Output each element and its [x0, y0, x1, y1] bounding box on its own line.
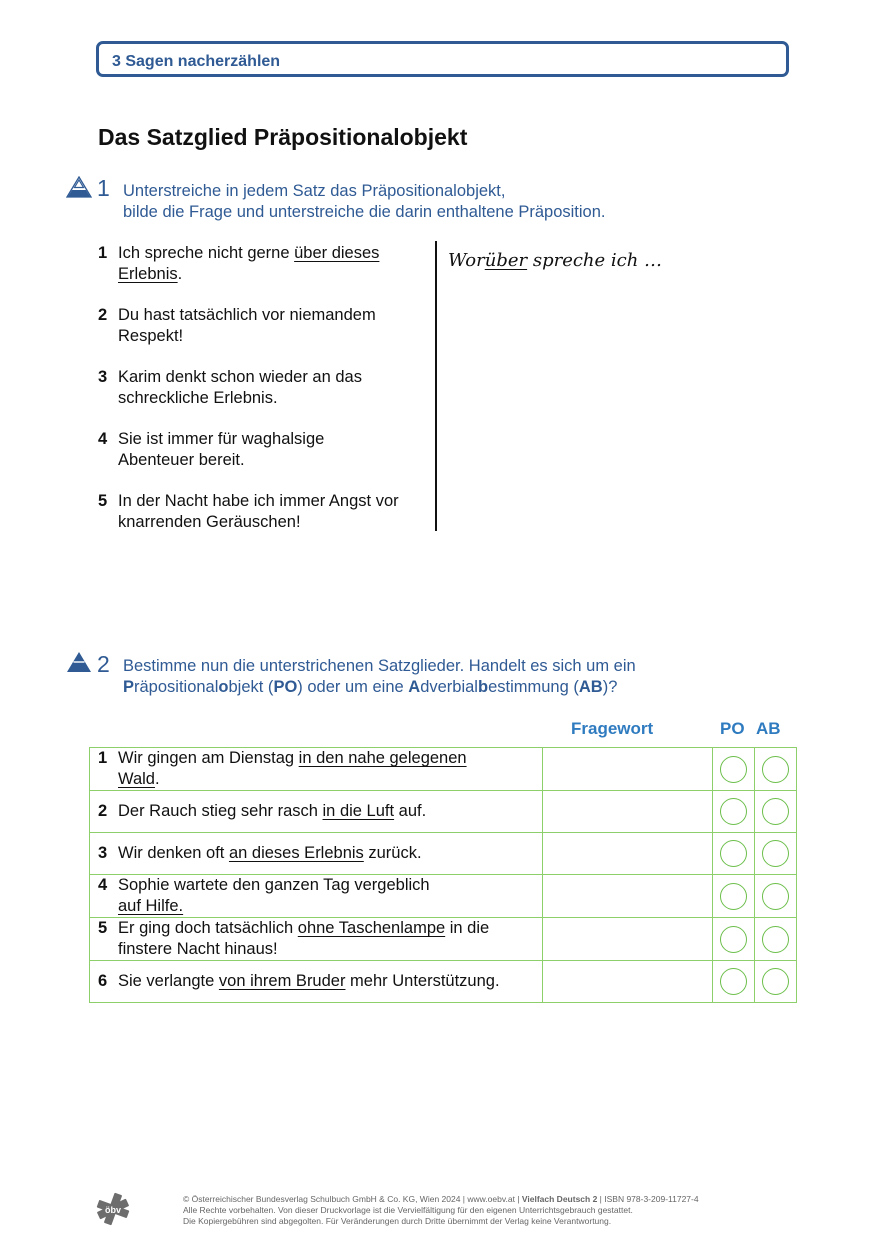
ab-checkbox[interactable]	[762, 883, 789, 910]
fragewort-field[interactable]	[543, 833, 713, 875]
task-1-instruction-line-2: bilde die Frage und unterstreiche die darin enthaltene Präposition.	[123, 203, 606, 221]
po-checkbox[interactable]	[720, 756, 747, 783]
example-answer: Worüber spreche ich …	[448, 250, 663, 271]
table-row: 6 Sie verlangte von ihrem Bruder mehr Unterstützung.	[90, 961, 797, 1003]
svg-text:öbv: öbv	[104, 1205, 122, 1215]
task-2-instruction-line-1: Bestimme nun die unterstrichenen Satzglieder. Handelt es sich um ein	[123, 657, 636, 675]
ab-checkbox[interactable]	[762, 798, 789, 825]
task-1-sentence-4: 4 Sie ist immer für waghalsige Abenteuer bereit.	[98, 430, 325, 469]
po-checkbox[interactable]	[720, 968, 747, 995]
fragewort-field[interactable]	[543, 875, 713, 918]
column-header-fragewort: Fragewort	[571, 719, 654, 738]
po-checkbox[interactable]	[720, 798, 747, 825]
task-1-sentence-3: 3 Karim denkt schon wieder an das schreckliche Erlebnis.	[98, 368, 362, 407]
ab-checkbox[interactable]	[762, 756, 789, 783]
prepositional-object: über dieses	[294, 244, 380, 262]
table-row: 4 Sophie wartete den ganzen Tag vergeblich auf Hilfe.	[90, 875, 797, 918]
pyramid-outline-icon	[66, 176, 92, 198]
ab-checkbox[interactable]	[762, 926, 789, 953]
task-1-instruction	[123, 181, 605, 223]
ab-checkbox[interactable]	[762, 840, 789, 867]
task-2-number: 2	[97, 651, 110, 677]
page-title: Das Satzglied Präpositionalobjekt	[98, 124, 468, 150]
footer-copyright: © Österreichischer Bundesverlag Schulbuch GmbH & Co. KG, Wien 2024 | www.oebv.at | Vielfach Deutsch 2 | ISBN 978-3-209-11727-4 Alle Rechte vorbehalten. Von dieser Druckvorlage ist die Vervielfältigung für den eigenen Unterrichtsgebrauch gestattet. Die Kopiergebühren sind abgegolten. Für Veränderungen durch Dritte übernimmt der Verlag keine Verantwortung.	[183, 1194, 699, 1226]
oebv-logo-icon	[96, 1192, 130, 1226]
table-row: 2 Der Rauch stieg sehr rasch in die Luft auf.	[90, 791, 797, 833]
chapter-header-box	[96, 41, 789, 77]
table-row: 3 Wir denken oft an dieses Erlebnis zurück.	[90, 833, 797, 875]
ab-checkbox[interactable]	[762, 968, 789, 995]
pyramid-filled-icon	[66, 651, 92, 673]
task-2-instruction	[123, 656, 636, 698]
fragewort-field[interactable]	[543, 918, 713, 961]
chapter-label: 3 Sagen nacherzählen	[112, 53, 281, 70]
fragewort-field[interactable]	[543, 961, 713, 1003]
exercise-table	[89, 747, 797, 1003]
task-2-instruction-line-2: Präpositionalobjekt (PO) oder um eine Adverbialbestimmung (AB)?	[123, 678, 618, 696]
table-row: 1 Wir gingen am Dienstag in den nahe gelegenen Wald.	[90, 748, 797, 791]
po-checkbox[interactable]	[720, 926, 747, 953]
column-divider	[435, 241, 437, 531]
column-header-ab: AB	[756, 719, 781, 738]
fragewort-field[interactable]	[543, 748, 713, 791]
task-1-number: 1	[97, 175, 110, 201]
task-1-sentence-2: 2 Du hast tatsächlich vor niemandem Respekt!	[98, 306, 376, 345]
prepositional-object: Erlebnis	[118, 265, 178, 283]
table-row: 5 Er ging doch tatsächlich ohne Taschenlampe in die finstere Nacht hinaus!	[90, 918, 797, 961]
task-1-sentence-1: 1 Ich spreche nicht gerne über dieses Erlebnis.	[98, 244, 380, 283]
task-1-sentence-5: 5 In der Nacht habe ich immer Angst vor knarrenden Geräuschen!	[98, 492, 399, 531]
sentence-number: 1	[98, 244, 108, 262]
task-1-instruction-line-1: Unterstreiche in jedem Satz das Präpositionalobjekt,	[123, 182, 506, 200]
po-checkbox[interactable]	[720, 883, 747, 910]
column-header-po: PO	[720, 719, 745, 738]
po-checkbox[interactable]	[720, 840, 747, 867]
fragewort-field[interactable]	[543, 791, 713, 833]
